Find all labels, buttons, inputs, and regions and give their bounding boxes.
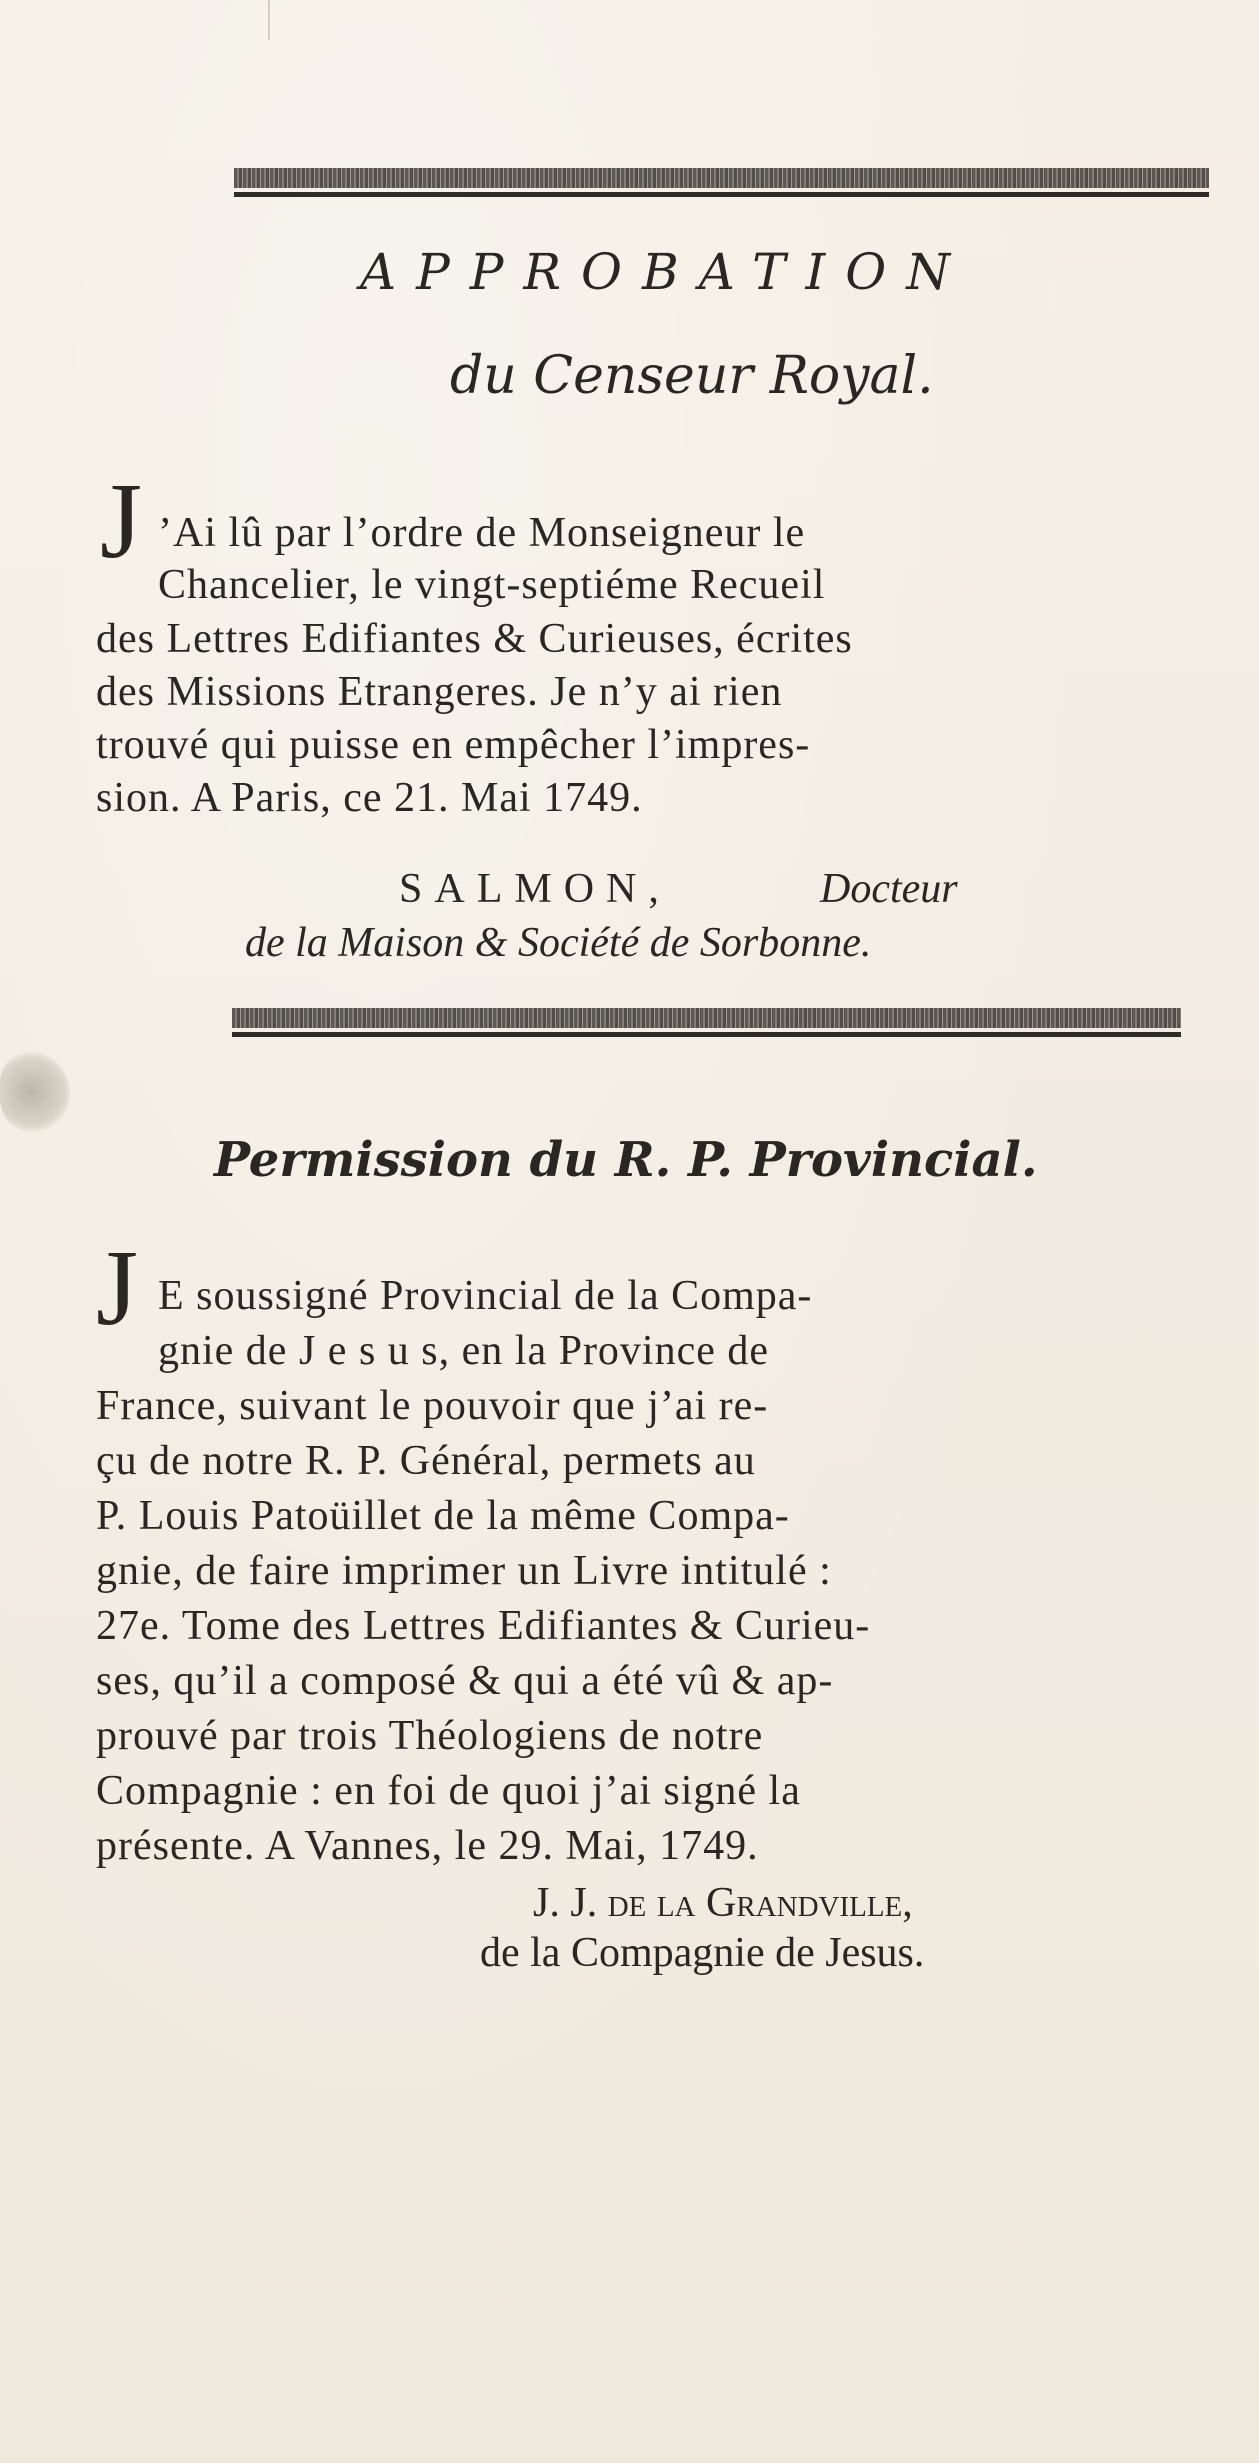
permission-line-4: çu de notre R. P. Général, permets au	[96, 1438, 756, 1484]
approbation-signature-name: SALMON,	[399, 866, 671, 912]
approbation-line-3: des Lettres Edifiantes & Curieuses, écrites	[96, 616, 853, 662]
approbation-signature-title: Docteur	[820, 866, 958, 912]
permission-line-10: Compagnie : en foi de quoi j’ai signé la	[96, 1768, 801, 1814]
approbation-line-6: sion. A Paris, ce 21. Mai 1749.	[96, 775, 643, 821]
permission-line-11: présente. A Vannes, le 29. Mai, 1749.	[96, 1823, 759, 1869]
permission-line-9: prouvé par trois Théologiens de notre	[96, 1713, 764, 1759]
ornament-band-middle	[232, 1008, 1181, 1038]
approbation-line-2: Chancelier, le vingt-septiéme Recueil	[158, 562, 826, 608]
approbation-dropcap: J	[100, 462, 143, 581]
permission-title: Permission du R. P. Provincial.	[214, 1132, 1038, 1188]
approbation-subtitle: du Censeur Royal.	[450, 346, 934, 406]
permission-signature-affiliation: de la Compagnie de Jesus.	[480, 1930, 925, 1976]
permission-line-3: France, suivant le pouvoir que j’ai re-	[96, 1383, 769, 1429]
permission-line-2: gnie de J e s u s, en la Province de	[158, 1328, 770, 1374]
approbation-line-5: trouvé qui puisse en empêcher l’impres-	[96, 722, 811, 768]
permission-line-1: E soussigné Provincial de la Compa-	[158, 1273, 813, 1319]
page-edge-mark	[268, 0, 274, 40]
permission-line-8: ses, qu’il a composé & qui a été vû & ap-	[96, 1658, 834, 1704]
permission-dropcap: J	[96, 1229, 139, 1348]
permission-line-6: gnie, de faire imprimer un Livre intitulé :	[96, 1548, 832, 1594]
permission-signature-name: J. J. de la Grandville,	[533, 1880, 913, 1926]
approbation-signature-affiliation: de la Maison & Société de Sorbonne.	[245, 920, 872, 966]
approbation-line-4: des Missions Etrangeres. Je n’y ai rien	[96, 669, 783, 715]
paper-stain	[0, 1052, 70, 1132]
ornament-band-top	[234, 168, 1209, 198]
approbation-title: APPROBATION	[360, 243, 970, 301]
permission-line-7: 27e. Tome des Lettres Edifiantes & Curieu-	[96, 1603, 871, 1649]
approbation-line-1: ’Ai lû par l’ordre de Monseigneur le	[158, 510, 806, 556]
permission-line-5: P. Louis Patoüillet de la même Compa-	[96, 1493, 790, 1539]
